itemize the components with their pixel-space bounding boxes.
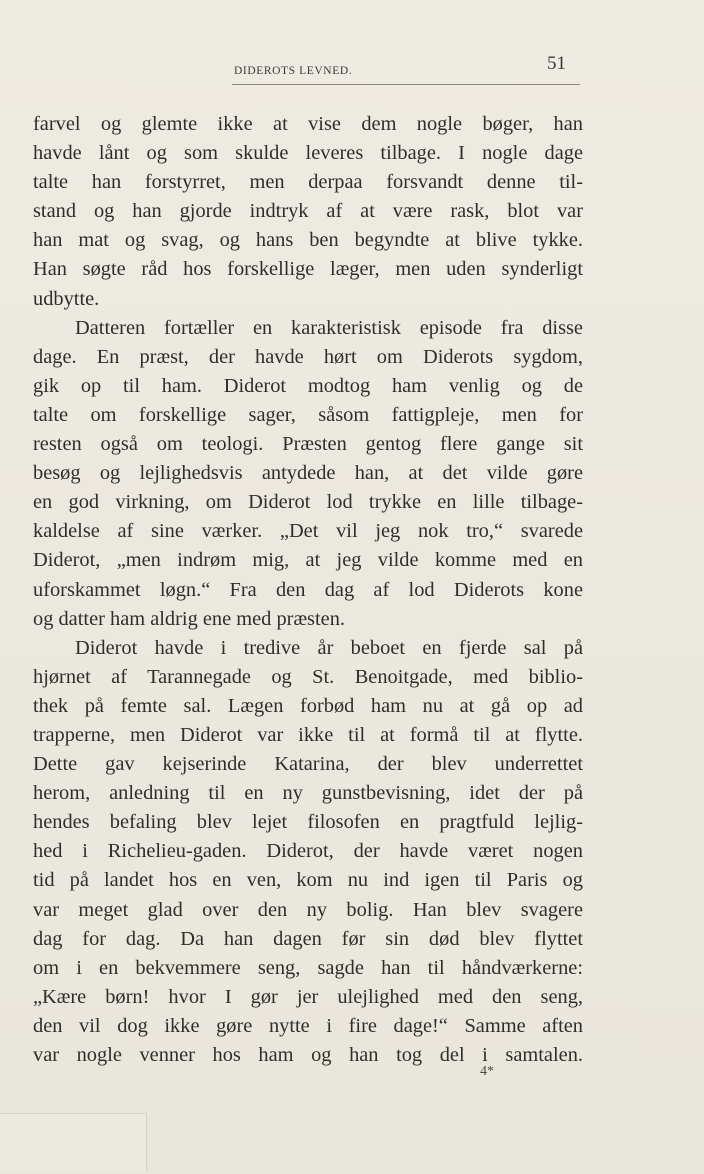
paragraph-start-line: Datteren fortæller en karakteristisk episode fra disse — [75, 316, 583, 339]
text-line: en god virkning, om Diderot lod trykke en lille tilbage- — [33, 491, 583, 514]
text-line: og datter ham aldrig ene med præsten. — [33, 607, 345, 630]
text-line: den vil dog ikke gøre nytte i fire dage!“ Samme aften — [33, 1014, 583, 1037]
text-line: Han søgte råd hos forskellige læger, men uden synderligt — [33, 258, 583, 281]
text-line: om i en bekvemmere seng, sagde han til håndværkerne: — [33, 956, 583, 979]
text-line: thek på femte sal. Lægen forbød ham nu at gå op ad — [33, 694, 583, 717]
text-line: Dette gav kejserinde Katarina, der blev underrettet — [33, 753, 583, 776]
text-line: uforskammet løgn.“ Fra den dag af lod Diderots kone — [33, 578, 583, 601]
text-line: havde lånt og som skulde leveres tilbage. I nogle dage — [33, 142, 583, 165]
text-line: farvel og glemte ikke at vise dem nogle bøger, han — [33, 113, 583, 135]
text-line: var nogle venner hos ham og han tog del i samtalen. — [33, 1044, 583, 1066]
page-edge-shadow — [0, 1113, 147, 1172]
running-head: DIDEROTS LEVNED. — [234, 65, 353, 77]
page-header — [0, 52, 704, 82]
text-line: herom, anledning til en ny gunstbevisning, idet der på — [33, 782, 583, 805]
text-line: stand og han gjorde indtryk af at være rask, blot var — [33, 200, 583, 223]
text-line: dag for dag. Da han dagen før sin død blev flyttet — [33, 927, 583, 950]
text-line: besøg og lejlighedsvis antydede han, at det vilde gøre — [33, 462, 583, 485]
header-rule — [232, 84, 580, 85]
text-line: gik op til ham. Diderot modtog ham venlig og de — [33, 374, 583, 397]
text-line: dage. En præst, der havde hørt om Diderots sygdom, — [33, 345, 583, 368]
text-line: hjørnet af Tarannegade og St. Benoitgade, med biblio- — [33, 665, 583, 688]
text-line: trapperne, men Diderot var ikke til at formå til at flytte. — [33, 723, 583, 746]
text-line: udbytte. — [33, 287, 100, 310]
text-line: var meget glad over den ny bolig. Han blev svagere — [33, 898, 583, 921]
text-line: tid på landet hos en ven, kom nu ind igen til Paris og — [33, 869, 583, 892]
text-line: „Kære børn! hvor I gør jer ulejlighed med den seng, — [33, 985, 583, 1008]
text-line: hendes befaling blev lejet filosofen en pragtfuld lejlig- — [33, 811, 583, 834]
text-line: hed i Richelieu-gaden. Diderot, der havde været nogen — [33, 840, 583, 863]
signature-mark: 4* — [480, 1064, 494, 1079]
text-line: han mat og svag, og hans ben begyndte at blive tykke. — [33, 229, 583, 252]
text-line: Diderot, „men indrøm mig, at jeg vilde komme med en — [33, 549, 583, 572]
text-line: kaldelse af sine værker. „Det vil jeg nok tro,“ svarede — [33, 520, 583, 543]
text-line: talte om forskellige sager, såsom fattigpleje, men for — [33, 403, 583, 426]
page-number: 51 — [547, 53, 566, 74]
paragraph-start-line: Diderot havde i tredive år beboet en fjerde sal på — [75, 636, 583, 659]
body-text — [33, 110, 583, 1070]
text-line: talte han forstyrret, men derpaa forsvandt denne til- — [33, 171, 583, 194]
text-line: resten også om teologi. Præsten gentog flere gange sit — [33, 433, 583, 456]
